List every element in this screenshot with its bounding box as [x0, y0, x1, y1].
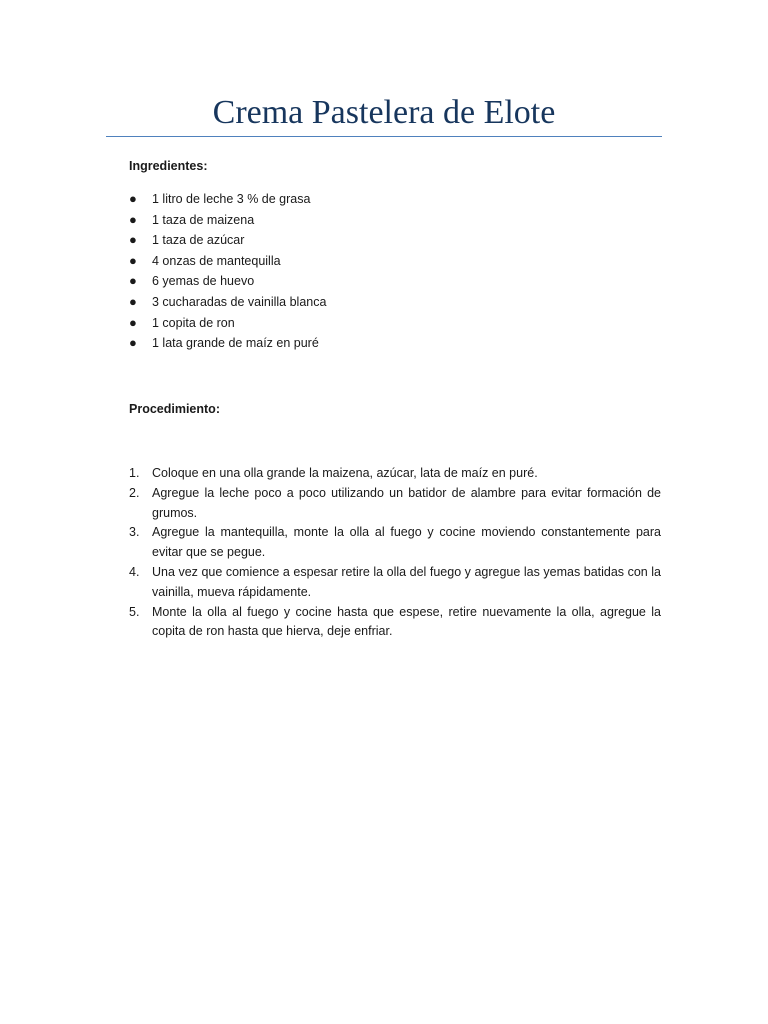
step-item — [129, 523, 661, 563]
list-item — [129, 333, 326, 354]
bullet-icon: ● — [129, 273, 137, 289]
list-item — [129, 230, 326, 251]
procedure-heading: Procedimiento: — [129, 402, 220, 416]
step-item — [129, 464, 661, 484]
bullet-icon: ● — [129, 191, 137, 206]
list-item — [129, 189, 326, 210]
list-item — [129, 251, 326, 272]
step-number: 5. — [129, 604, 140, 619]
step-text: Agregue la mantequilla, monte la olla al fuego y cocine moviendo constantemente para evitar que se pegue. — [152, 525, 661, 560]
bullet-icon: ● — [129, 211, 137, 227]
document-title: Crema Pastelera de Elote — [212, 94, 556, 131]
step-item — [129, 563, 661, 603]
ingredient-text: 1 taza de azúcar — [152, 233, 245, 248]
step-text: Una vez que comience a espesar retire la olla del fuego y agregue las yemas batidas con la vainilla, mueva rápidamente. — [152, 564, 661, 599]
ingredient-text: 4 onzas de mantequilla — [152, 253, 281, 268]
step-text: Agregue la leche poco a poco utilizando un batidor de alambre para evitar formación de grumos. — [152, 485, 661, 520]
list-item — [129, 210, 326, 231]
step-number: 2. — [129, 485, 140, 500]
step-item — [129, 603, 661, 643]
title-underline — [106, 136, 662, 137]
ingredients-heading: Ingredientes: — [129, 159, 208, 173]
step-number: 4. — [129, 564, 140, 579]
ingredient-text: 3 cucharadas de vainilla blanca — [152, 294, 327, 309]
step-item — [129, 484, 661, 524]
step-number: 3. — [129, 525, 140, 540]
bullet-icon: ● — [129, 252, 137, 268]
bullet-icon: ● — [129, 232, 137, 248]
ingredient-text: 6 yemas de huevo — [152, 274, 255, 289]
procedure-steps — [129, 464, 661, 642]
ingredient-text: 1 taza de maizena — [152, 212, 255, 227]
bullet-icon: ● — [129, 293, 137, 309]
list-item — [129, 313, 326, 334]
list-item — [129, 271, 326, 292]
ingredient-text: 1 litro de leche 3 % de grasa — [152, 192, 311, 206]
step-text: Monte la olla al fuego y cocine hasta que espese, retire nuevamente la olla, agregue la copita de ron hasta que hierva, deje enfriar. — [152, 604, 661, 639]
step-text: Coloque en una olla grande la maizena, azúcar, lata de maíz en puré. — [152, 466, 538, 480]
ingredient-text: 1 copita de ron — [152, 315, 235, 330]
ingredients-list — [129, 189, 326, 354]
ingredient-text: 1 lata grande de maíz en puré — [152, 336, 319, 351]
bullet-icon: ● — [129, 335, 137, 351]
step-number: 1. — [129, 466, 140, 480]
bullet-icon: ● — [129, 314, 137, 330]
list-item — [129, 292, 326, 313]
